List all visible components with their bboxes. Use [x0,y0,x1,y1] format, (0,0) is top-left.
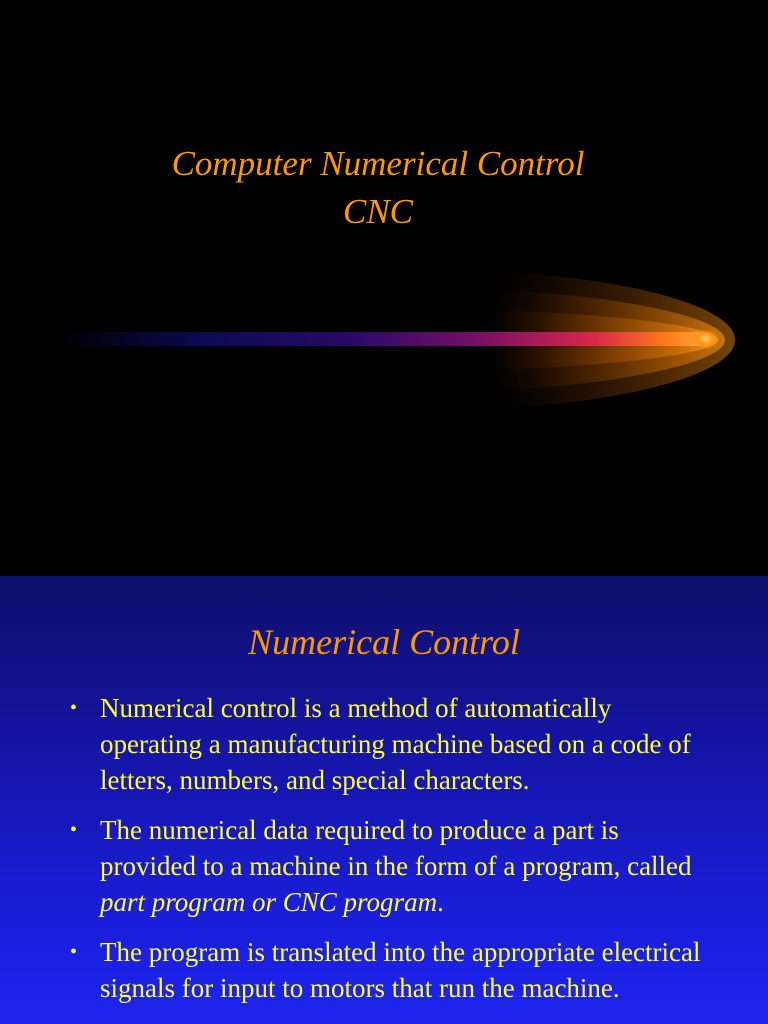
bullet-item [68,690,708,798]
bullet-emphasis: part program or CNC program [100,887,438,917]
bullet-text-after: . [437,887,444,917]
bullet-text-before: The numerical data required to produce a part is provided to a machine in the form of a program, called [100,815,692,881]
title-line-2: CNC [342,192,414,231]
comet-tip [692,329,720,349]
bullet-text: The program is translated into the appropriate electrical signals for input to motors that run the machine. [100,937,701,1003]
bullet-list [68,690,708,1020]
comet-trail [60,332,712,346]
bullet-text [100,815,692,917]
bullet-item [68,934,708,1006]
slide-title: Numerical Control [248,622,520,662]
bullet-point: • [70,697,78,719]
bullet-point: • [70,941,78,963]
bullet-text: Numerical control is a method of automatically operating a manufacturing machine based on a code of letters, numbers, and special characters. [100,693,691,795]
comet-graphic [0,262,768,422]
bullet-item [68,812,708,920]
numerical-control-slide [0,576,768,1024]
bullet-point: • [70,819,78,841]
title-slide-heading [0,140,756,236]
title-line-1: Computer Numerical Control [171,144,585,183]
